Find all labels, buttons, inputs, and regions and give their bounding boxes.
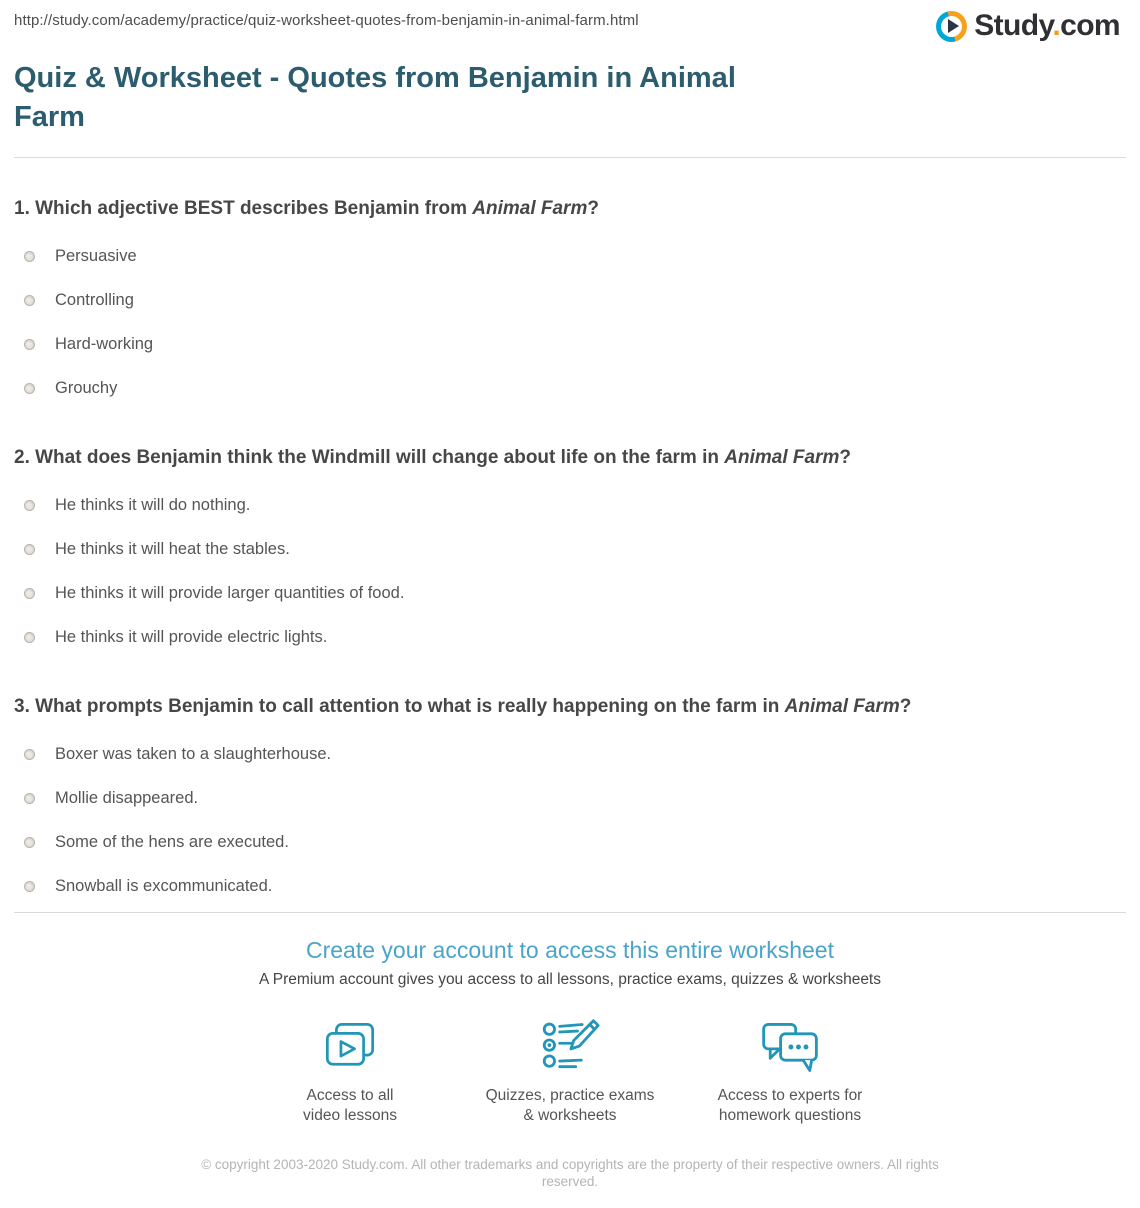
option-label: He thinks it will provide larger quantities of food. (55, 584, 405, 602)
option-label: Persuasive (55, 247, 137, 265)
answer-option[interactable] (14, 379, 1126, 398)
features-row (240, 1017, 900, 1126)
radio-button[interactable] (24, 339, 35, 350)
video-lessons-icon (240, 1017, 460, 1077)
option-label: He thinks it will heat the stables. (55, 540, 290, 558)
question-3 (14, 694, 1126, 896)
feature-quizzes-worksheets (460, 1017, 680, 1126)
option-label: Boxer was taken to a slaughterhouse. (55, 745, 332, 763)
answer-option[interactable] (14, 540, 1126, 559)
book-title-italic: Animal Farm (784, 696, 900, 717)
feature-experts-chat (680, 1017, 900, 1126)
create-account-section (14, 935, 1126, 1126)
radio-button[interactable] (24, 295, 35, 306)
studycom-logo[interactable] (936, 9, 1120, 43)
answer-option[interactable] (14, 628, 1126, 647)
page-title: Quiz & Worksheet - Quotes from Benjamin in Animal Farm (14, 62, 736, 133)
logo-text: Study.com (974, 9, 1120, 42)
book-title-italic: Animal Farm (472, 198, 588, 219)
radio-button[interactable] (24, 749, 35, 760)
feature-label: Quizzes, practice exams & worksheets (485, 1087, 655, 1124)
radio-button[interactable] (24, 881, 35, 892)
copyright-line-1: © copyright 2003-2020 Study.com. All other trademarks and copyrights are the property of their respective owners. All rights (201, 1157, 939, 1172)
premium-benefits-text: A Premium account gives you access to all lessons, practice exams, quizzes & worksheets (259, 971, 881, 988)
radio-button[interactable] (24, 544, 35, 555)
question-1 (14, 196, 1126, 398)
option-label: Mollie disappeared. (55, 789, 199, 807)
answer-option[interactable] (14, 496, 1126, 515)
question-1-text: 1. Which adjective BEST describes Benjamin from Animal Farm? (14, 198, 599, 219)
create-account-link[interactable]: Create your account to access this entire worksheet (306, 937, 834, 963)
quizzes-worksheets-icon (460, 1017, 680, 1077)
play-circle-icon (936, 11, 967, 42)
radio-button[interactable] (24, 632, 35, 643)
question-1-options (14, 247, 1126, 398)
radio-button[interactable] (24, 383, 35, 394)
answer-option[interactable] (14, 789, 1126, 808)
question-3-text: 3. What prompts Benjamin to call attention to what is really happening on the farm in Animal Farm? (14, 696, 912, 717)
answer-option[interactable] (14, 877, 1126, 896)
answer-option[interactable] (14, 745, 1126, 764)
option-label: He thinks it will provide electric lights. (55, 628, 328, 646)
answer-option[interactable] (14, 247, 1126, 266)
radio-button[interactable] (24, 251, 35, 262)
book-title-italic: Animal Farm (724, 447, 840, 468)
answer-option[interactable] (14, 584, 1126, 603)
copyright-line-2: reserved. (541, 1174, 599, 1189)
answer-option[interactable] (14, 833, 1126, 852)
question-2-text: 2. What does Benjamin think the Windmill will change about life on the farm in Animal Farm? (14, 447, 851, 468)
feature-video-lessons (240, 1017, 460, 1126)
option-label: Some of the hens are executed. (55, 833, 289, 851)
feature-label: Access to all video lessons (303, 1087, 397, 1124)
radio-button[interactable] (24, 500, 35, 511)
logo-dot: . (1052, 9, 1061, 42)
answer-option[interactable] (14, 335, 1126, 354)
divider-bottom (14, 912, 1126, 913)
feature-label: Access to experts for homework questions (717, 1087, 863, 1124)
copyright-footer (14, 1156, 1126, 1190)
experts-chat-icon (680, 1017, 900, 1077)
answer-option[interactable] (14, 291, 1126, 310)
question-3-options (14, 745, 1126, 896)
option-label: Snowball is excommunicated. (55, 877, 273, 895)
page-url: http://study.com/academy/practice/quiz-worksheet-quotes-from-benjamin-in-animal-farm.html (14, 12, 639, 29)
option-label: He thinks it will do nothing. (55, 496, 251, 514)
question-2 (14, 445, 1126, 647)
question-2-options (14, 496, 1126, 647)
divider-top (14, 157, 1126, 158)
option-label: Hard-working (55, 335, 154, 353)
radio-button[interactable] (24, 793, 35, 804)
option-label: Controlling (55, 291, 134, 309)
radio-button[interactable] (24, 837, 35, 848)
option-label: Grouchy (55, 379, 118, 397)
radio-button[interactable] (24, 588, 35, 599)
